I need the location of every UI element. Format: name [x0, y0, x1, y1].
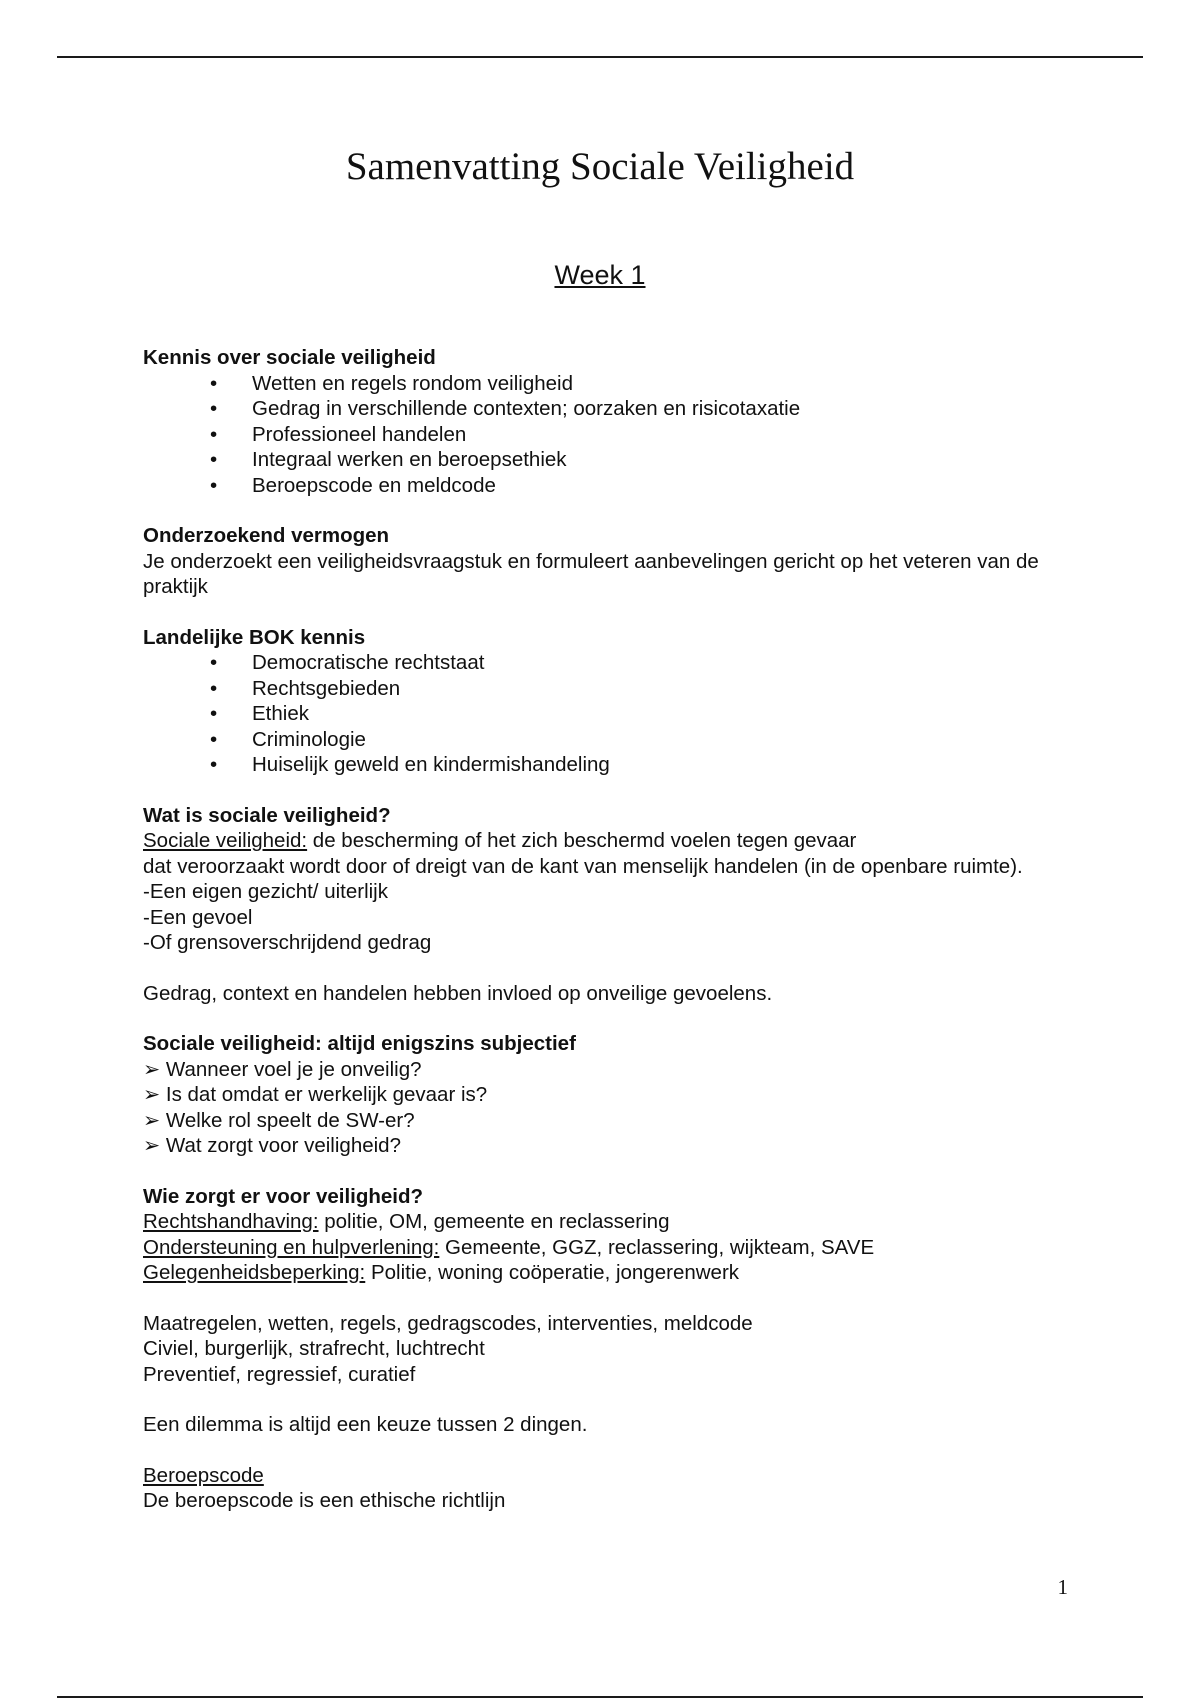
role-term: Rechtshandhaving: — [143, 1210, 319, 1233]
list-item: • Gedrag in verschillende contexten; oorzaken en risicotaxatie — [210, 396, 1103, 422]
section-heading-subjectief: Sociale veiligheid: altijd enigszins subjectief — [143, 1032, 576, 1055]
definition-line: Sociale veiligheid: de bescherming of het zich beschermd voelen tegen gevaar — [143, 829, 857, 852]
question-list — [143, 1057, 1103, 1159]
beroepscode-heading: Beroepscode — [143, 1463, 264, 1487]
list-item: • Huiselijk geweld en kindermishandeling — [210, 752, 1103, 778]
document-body — [143, 345, 1103, 1514]
section-heading-onderzoekend: Onderzoekend vermogen — [143, 524, 390, 547]
list-item: • Integraal werken en beroepsethiek — [210, 447, 1103, 473]
list-item: ➢ Wanneer voel je je onveilig? — [143, 1057, 1103, 1083]
list-item: • Professioneel handelen — [210, 422, 1103, 448]
role-line: Gelegenheidsbeperking: Politie, woning coöperatie, jongerenwerk — [143, 1261, 740, 1284]
list-item: • Rechtsgebieden — [210, 676, 1103, 702]
header-rule — [57, 56, 1143, 58]
list-item: ➢ Wat zorgt voor veiligheid? — [143, 1133, 1103, 1159]
footer-rule — [57, 1696, 1143, 1698]
role-term: Gelegenheidsbeperking: — [143, 1261, 366, 1284]
dilemma-text: Een dilemma is altijd een keuze tussen 2 dingen. — [143, 1413, 588, 1436]
list-item: • Criminologie — [210, 727, 1103, 753]
text-line: Preventief, regressief, curatief — [143, 1362, 416, 1386]
text-line: -Een gevoel — [143, 905, 253, 929]
list-item: ➢ Welke rol speelt de SW-er? — [143, 1108, 1103, 1134]
beroepscode-text: De beroepscode is een ethische richtlijn — [143, 1489, 506, 1512]
text-line: Maatregelen, wetten, regels, gedragscodes, interventies, meldcode — [143, 1311, 753, 1335]
role-line: Rechtshandhaving: politie, OM, gemeente en reclassering — [143, 1210, 670, 1233]
list-item: • Beroepscode en meldcode — [210, 473, 1103, 499]
definition-term: Sociale veiligheid: — [143, 829, 308, 852]
kennis-list — [143, 371, 1103, 499]
text-line: -Of grensoverschrijdend gedrag — [143, 931, 432, 954]
section-heading-kennis: Kennis over sociale veiligheid — [143, 346, 436, 369]
onderzoekend-text: Je onderzoekt een veiligheidsvraagstuk en formuleert aanbevelingen gericht op het veteren van de praktijk — [143, 549, 1039, 598]
list-item: ➢ Is dat omdat er werkelijk gevaar is? — [143, 1082, 1103, 1108]
text-line: -Een eigen gezicht/ uiterlijk — [143, 880, 388, 903]
list-item: • Ethiek — [210, 701, 1103, 727]
page-number: 1 — [1057, 1575, 1068, 1599]
section-heading-wie: Wie zorgt er voor veiligheid? — [143, 1184, 424, 1208]
week-heading: Week 1 — [554, 260, 646, 290]
bok-list — [143, 650, 1103, 778]
section-heading-wat: Wat is sociale veiligheid? — [143, 803, 391, 827]
list-item: • Democratische rechtstaat — [210, 650, 1103, 676]
definition-continuation: dat veroorzaakt wordt door of dreigt van de kant van menselijk handelen (in de openbare ruimte). — [143, 854, 1023, 878]
role-line: Ondersteuning en hulpverlening: Gemeente, GGZ, reclassering, wijkteam, SAVE — [143, 1235, 875, 1259]
section-heading-bok: Landelijke BOK kennis — [143, 625, 366, 649]
list-item: • Wetten en regels rondom veiligheid — [210, 371, 1103, 397]
role-term: Ondersteuning en hulpverlening: — [143, 1235, 440, 1259]
context-note: Gedrag, context en handelen hebben invloed op onveilige gevoelens. — [143, 981, 773, 1005]
text-line: Civiel, burgerlijk, strafrecht, luchtrecht — [143, 1337, 485, 1360]
document-title: Samenvatting Sociale Veiligheid — [345, 145, 855, 188]
